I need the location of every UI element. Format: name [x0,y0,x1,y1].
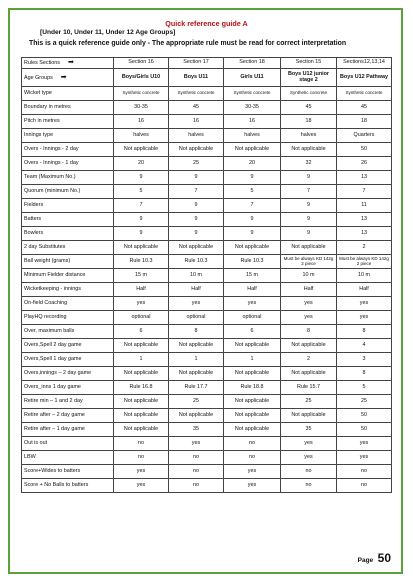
row-label: Quorum (minimum No.) [22,185,114,199]
page-label: Page [357,557,374,564]
table-cell: 1 [224,353,281,367]
row-label: Overs_inns 1 day game [22,381,114,395]
table-cell: Not applicable [169,409,224,423]
table-cell: 25 [169,395,224,409]
reference-table [21,57,392,493]
section-header: Section 18 [224,58,281,69]
row-label: Ball weight (grams) [22,255,114,269]
table-cell: 9 [281,171,337,185]
table-cell: yes [169,297,224,311]
table-cell: yes [337,297,392,311]
table-cell: no [224,437,281,451]
table-cell: Not applicable [224,143,281,157]
table-cell: optional [224,311,281,325]
table-cell: yes [281,451,337,465]
table-row [22,227,392,241]
table-cell: Not applicable [281,143,337,157]
table-cell: 7 [169,185,224,199]
table-cell: 9 [281,213,337,227]
age-groups-label: Age Groups [24,74,53,81]
table-cell: yes [281,437,337,451]
table-row [22,157,392,171]
row-label: Out is out [22,437,114,451]
table-cell: Half [337,283,392,297]
table-cell: no [169,465,224,479]
table-cell: 15 m [114,269,169,283]
row-label: On-field Coaching [22,297,114,311]
table-cell: 50 [337,423,392,437]
table-cell: Rule 17.7 [169,381,224,395]
age-group-header: Boys U12 Pathway [337,69,392,87]
table-cell: Not applicable [169,241,224,255]
section-header: Section 15 [281,58,337,69]
table-row [22,213,392,227]
table-cell: Must be always KD 142g 2 piece [281,255,337,269]
table-cell: Not applicable [224,367,281,381]
table-cell: Rule 15.7 [281,381,337,395]
table-cell: yes [337,451,392,465]
table-cell: Not applicable [169,367,224,381]
table-row [22,199,392,213]
row-label: LBW [22,451,114,465]
arrow-right-icon: ➡ [67,59,74,67]
disclaimer-subtitle: This is a quick reference guide only - The appropriate rule must be read for correct interpretation [29,40,347,47]
table-cell: Not applicable [224,395,281,409]
table-row [22,325,392,339]
table-cell: 18 [337,115,392,129]
table-cell: 11 [337,199,392,213]
table-cell: 1 [169,353,224,367]
table-cell: Not applicable [114,241,169,255]
table-cell: 9 [224,213,281,227]
age-group-header: Girls U11 [224,69,281,87]
row-label: Pitch in metres [22,115,114,129]
table-cell: yes [224,465,281,479]
table-cell: 5 [337,381,392,395]
table-row [22,87,392,101]
table-row [22,479,392,493]
table-cell: 25 [281,395,337,409]
row-label: Retire after – 2 day game [22,409,114,423]
row-label: Minimum Fielder distance [22,269,114,283]
age-groups-subtitle: [Under 10, Under 11, Under 12 Age Groups] [40,29,176,36]
table-cell: yes [224,479,281,493]
table-cell: 9 [169,213,224,227]
age-group-header: Boys U12 junior stage 2 [281,69,337,87]
table-cell: Not applicable [281,241,337,255]
age-groups-cell [22,69,114,87]
page-title: Quick reference guide A [165,19,248,28]
table-cell: no [224,451,281,465]
table-cell: 6 [224,325,281,339]
table-cell: Half [281,283,337,297]
table-cell: 16 [224,115,281,129]
row-label: Innings type [22,129,114,143]
table-row [22,465,392,479]
table-cell: 13 [337,213,392,227]
table-cell: Synthetic concrete [337,87,392,101]
section-header: Section 16 [114,58,169,69]
table-cell: 10 m [337,269,392,283]
table-cell: 8 [337,367,392,381]
table-cell: 16 [169,115,224,129]
arrow-right-icon: ➡ [60,73,67,81]
table-cell: Not applicable [224,339,281,353]
rules-sections-row [22,58,392,69]
table-row [22,311,392,325]
table-cell: 35 [281,423,337,437]
table-cell: no [281,479,337,493]
table-cell: 45 [281,101,337,115]
table-cell: 9 [114,227,169,241]
row-label: Score+Wides to batters [22,465,114,479]
table-row [22,339,392,353]
table-cell: Not applicable [114,409,169,423]
page-number-value: 50 [377,551,391,565]
table-row [22,409,392,423]
table-cell: Must be always KD 142g 2 piece [337,255,392,269]
table-cell: 35 [169,423,224,437]
table-cell: no [114,451,169,465]
table-cell: 10 m [281,269,337,283]
table-row [22,143,392,157]
table-cell: 5 [224,185,281,199]
table-cell: 9 [169,199,224,213]
table-cell: Not applicable [114,423,169,437]
table-cell: 2 [337,241,392,255]
table-cell: 10 m [169,269,224,283]
table-cell: Half [114,283,169,297]
table-row [22,185,392,199]
table-row [22,437,392,451]
table-cell: Not applicable [224,409,281,423]
table-row [22,395,392,409]
table-cell: 9 [114,171,169,185]
table-cell: yes [114,297,169,311]
row-label: Retire min – 1 and 2 day [22,395,114,409]
table-cell: yes [337,311,392,325]
table-row [22,297,392,311]
table-cell: yes [114,465,169,479]
page-number [358,549,391,567]
table-cell: 50 [337,409,392,423]
table-row [22,283,392,297]
row-label: Overs,Spell 1 day game [22,353,114,367]
table-cell: 30-35 [224,101,281,115]
table-row [22,269,392,283]
table-cell: 7 [224,199,281,213]
table-cell: Not applicable [114,339,169,353]
table-cell: 25 [169,157,224,171]
table-cell: Rule 18.8 [224,381,281,395]
table-cell: yes [281,311,337,325]
table-cell: no [169,479,224,493]
table-cell: 9 [224,227,281,241]
table-cell: Synthetic concrete [114,87,169,101]
table-cell: Rule 10.3 [169,255,224,269]
table-cell: 3 [337,353,392,367]
row-label: Overs - Innings - 1 day [22,157,114,171]
table-cell: Synthetic concrete [224,87,281,101]
table-cell: no [337,465,392,479]
table-cell: 18 [281,115,337,129]
section-header: Sections12,13,14 [337,58,392,69]
row-label: Fielders [22,199,114,213]
table-cell: optional [169,311,224,325]
table-row [22,255,392,269]
table-cell: Half [169,283,224,297]
table-cell: Not applicable [224,241,281,255]
row-label: Score + No Balls to batters [22,479,114,493]
table-cell: halves [114,129,169,143]
table-cell: yes [281,297,337,311]
table-cell: yes [337,437,392,451]
table-cell: 13 [337,171,392,185]
table-cell: Not applicable [281,409,337,423]
table-cell: 4 [337,339,392,353]
table-cell: 9 [224,171,281,185]
section-header: Section 17 [169,58,224,69]
table-cell: 13 [337,227,392,241]
table-cell: Not applicable [281,367,337,381]
table-cell: Rule 10.3 [224,255,281,269]
age-group-header: Boys U11 [169,69,224,87]
row-label: PlayHQ recording [22,311,114,325]
table-cell: 7 [114,199,169,213]
table-row [22,353,392,367]
table-cell: Not applicable [114,367,169,381]
table-cell: Rule 16.8 [114,381,169,395]
row-label: Overs,Spell 2 day game [22,339,114,353]
table-row [22,381,392,395]
table-cell: 32 [281,157,337,171]
rules-sections-cell [22,58,114,69]
table-row [22,101,392,115]
table-cell: 8 [169,325,224,339]
table-row [22,423,392,437]
table-cell: no [337,479,392,493]
table-cell: halves [224,129,281,143]
table-cell: 45 [337,101,392,115]
rules-sections-label: Rules Sections [24,60,60,67]
row-label: Boundary in metres [22,101,114,115]
table-cell: optional [114,311,169,325]
row-label: Wicket type [22,87,114,101]
row-label: Wicketkeeping - innings [22,283,114,297]
row-label: Bowlers [22,227,114,241]
table-cell: 45 [169,101,224,115]
table-cell: Synthetic concrete [281,87,337,101]
table-cell: Half [224,283,281,297]
table-cell: 20 [114,157,169,171]
table-cell: yes [224,297,281,311]
row-label: 2 day Substitutes [22,241,114,255]
table-cell: Not applicable [169,143,224,157]
table-cell: Not applicable [281,339,337,353]
row-label: Overs - Innings - 2 day [22,143,114,157]
row-label: Overs,innings – 2 day game [22,367,114,381]
table-cell: 20 [224,157,281,171]
table-cell: 9 [169,171,224,185]
age-group-header: Boys/Girls U10 [114,69,169,87]
row-label: Batters [22,213,114,227]
row-label: Team (Maximum No.) [22,171,114,185]
table-cell: 9 [169,227,224,241]
table-cell: 7 [281,185,337,199]
table-row [22,451,392,465]
table-row [22,171,392,185]
table-cell: 8 [337,325,392,339]
table-cell: 50 [337,143,392,157]
age-groups-row [22,69,392,87]
table-cell: no [169,451,224,465]
table-cell: Not applicable [114,395,169,409]
table-cell: Not applicable [114,143,169,157]
table-cell: 30-35 [114,101,169,115]
table-cell: 7 [337,185,392,199]
table-cell: 15 m [224,269,281,283]
table-row [22,367,392,381]
row-label: Over, maximum balls [22,325,114,339]
table-cell: yes [114,479,169,493]
table-row [22,241,392,255]
table-cell: Rule 10.3 [114,255,169,269]
table-cell: Not applicable [169,339,224,353]
table-cell: no [281,465,337,479]
table-cell: 26 [337,157,392,171]
table-cell: 2 [281,353,337,367]
table-cell: 1 [114,353,169,367]
table-cell: 5 [114,185,169,199]
table-cell: Synthetic concrete [169,87,224,101]
table-row [22,129,392,143]
table-cell: 25 [337,395,392,409]
table-cell: halves [169,129,224,143]
table-cell: Not applicable [224,423,281,437]
table-cell: yes [169,437,224,451]
table-row [22,115,392,129]
table-cell: 9 [281,199,337,213]
table-cell: Quarters [337,129,392,143]
table-cell: no [114,437,169,451]
row-label: Retire after – 1 day game [22,423,114,437]
table-cell: 16 [114,115,169,129]
table-cell: 8 [281,325,337,339]
table-cell: 6 [114,325,169,339]
table-cell: 9 [281,227,337,241]
table-cell: halves [281,129,337,143]
table-cell: 9 [114,213,169,227]
